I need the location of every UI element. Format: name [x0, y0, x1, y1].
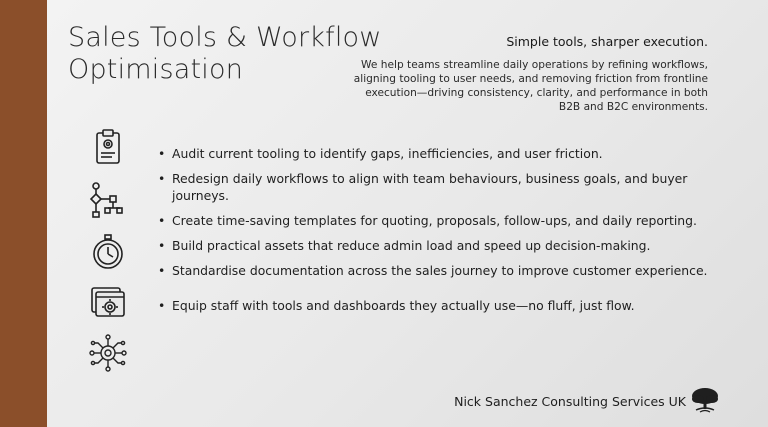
- bullet-item: • Redesign daily workflows to align with team behaviours, business goals, and buyer journeys.: [158, 170, 718, 204]
- bullet-item: • Create time-saving templates for quoting, proposals, follow-ups, and daily reporting.: [158, 212, 718, 229]
- bullet-item: • Equip staff with tools and dashboards they actually use—no fluff, just flow.: [158, 297, 718, 314]
- bullet-item: • Build practical assets that reduce admin load and speed up decision-making.: [158, 237, 718, 254]
- slide-title: Sales Tools & Workflow Optimisation: [68, 22, 382, 85]
- intro-paragraph: We help teams streamline daily operations by refining workflows, aligning tooling to user needs, and removing friction from frontline execution—driving consistency, clarity, and performance in both B2B and B2C environments.: [353, 59, 708, 113]
- footer-company-name: Nick Sanchez Consulting Services UK: [454, 394, 686, 409]
- tree-logo-icon: [690, 386, 720, 414]
- workflow-diagram-icon: [88, 180, 128, 220]
- bullet-item: • Audit current tooling to identify gaps, inefficiencies, and user friction.: [158, 145, 718, 162]
- tagline: Simple tools, sharper execution.: [506, 34, 708, 49]
- accent-side-bar: [0, 0, 47, 427]
- bullet-item: • Standardise documentation across the sales journey to improve customer experience.: [158, 262, 718, 279]
- clipboard-gear-icon: [88, 127, 128, 167]
- stopwatch-icon: [88, 232, 128, 272]
- bullet-list: [158, 145, 718, 314]
- document-gear-icon: [88, 282, 128, 322]
- circuit-gear-icon: [88, 333, 128, 373]
